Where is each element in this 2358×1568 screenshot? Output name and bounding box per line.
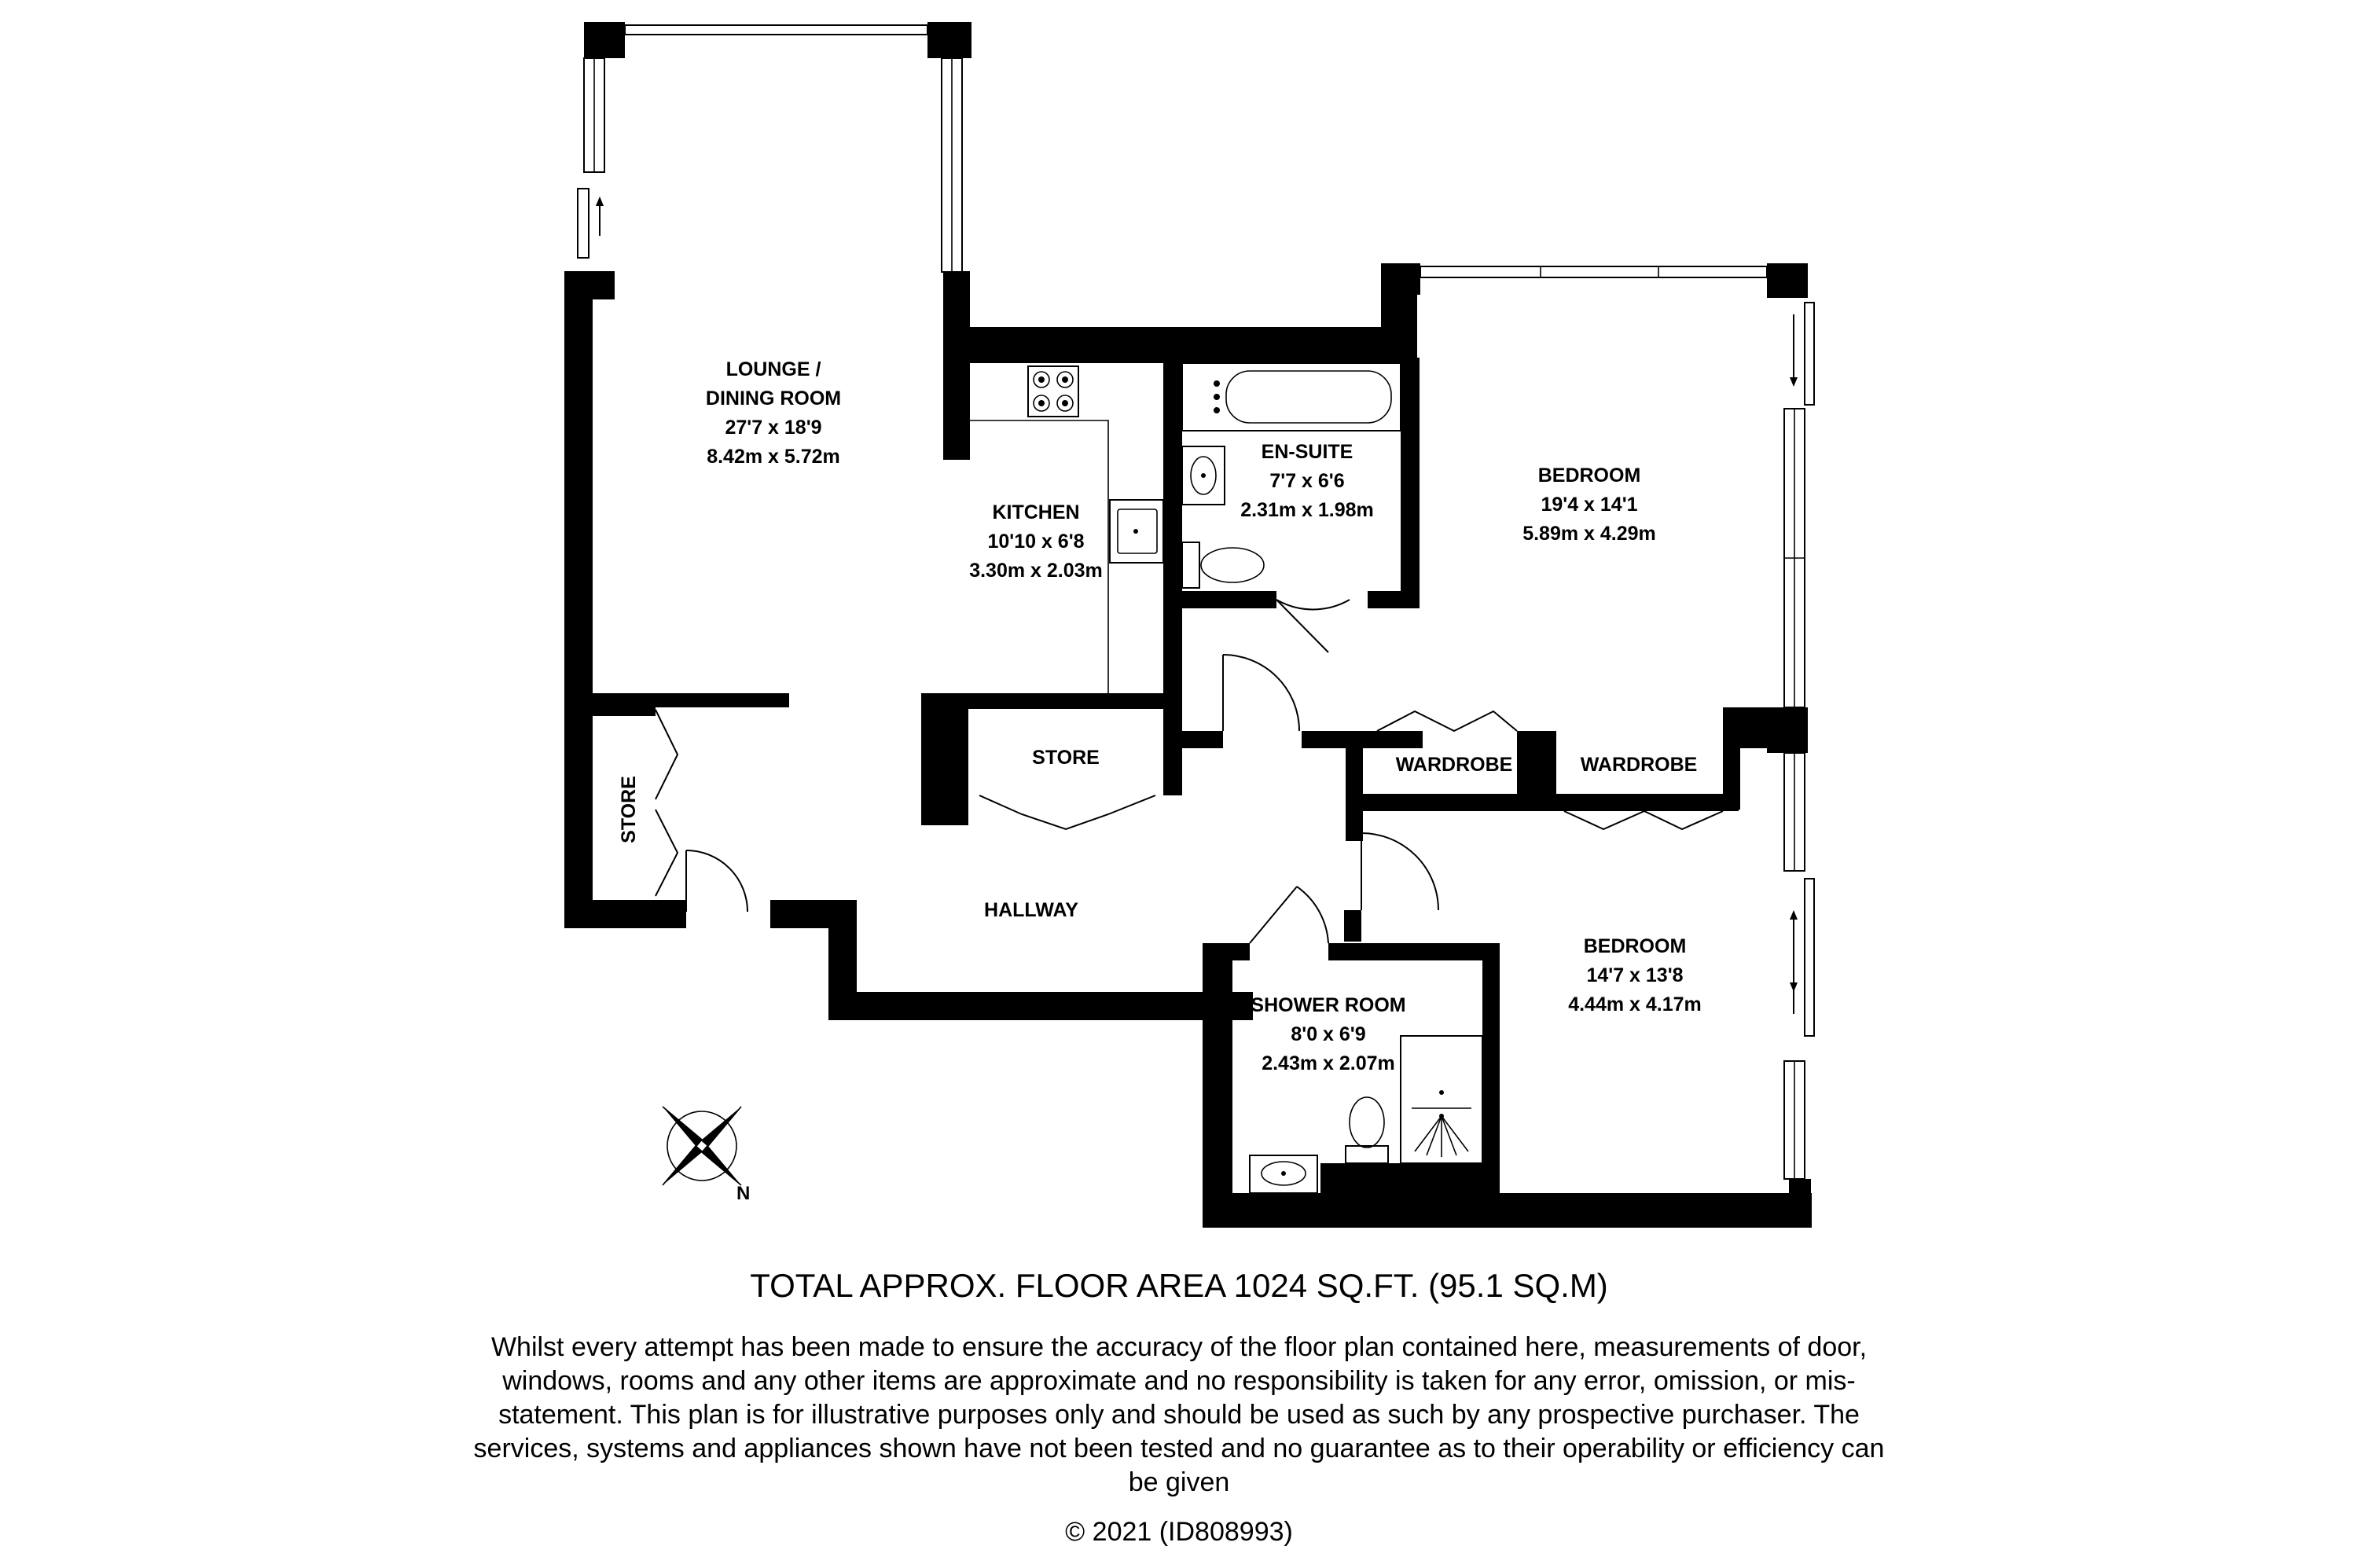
wall-right-low (1789, 1179, 1811, 1228)
wall-store-left-top (593, 703, 656, 716)
walls (564, 22, 1812, 1228)
compass-north-label: N (736, 1183, 751, 1204)
wall-kitchen-ensuite (1163, 354, 1182, 700)
kitchen-worktop (970, 420, 1108, 696)
wall-hall-door-bed2 (1344, 910, 1361, 942)
wall-ensuite-bottom-right (1368, 591, 1420, 608)
doors (656, 600, 1723, 943)
bath-icon (1182, 363, 1401, 431)
wall-bed2-stub (1346, 810, 1363, 841)
hallway-name: HALLWAY (984, 899, 1078, 921)
wall-lounge-left (564, 271, 593, 928)
wall-bed1-top-corner (1381, 263, 1420, 295)
wall-hall-stub (1182, 731, 1223, 748)
wall-hall-bottom-c (828, 992, 1253, 1020)
shower-basin-icon (1250, 1155, 1317, 1193)
bedroom2-dim-metric: 4.44m x 4.17m (1568, 993, 1702, 1015)
wall-shower-top-left (1203, 943, 1250, 960)
ensuite-name: EN-SUITE (1261, 441, 1353, 463)
shower-dim-metric: 2.43m x 2.07m (1262, 1052, 1395, 1074)
bedroom2-dim-imperial: 14'7 x 13'8 (1586, 964, 1684, 986)
bedroom2-name: BEDROOM (1583, 935, 1687, 957)
compass-rose-icon (663, 1107, 741, 1185)
wardrobe1-name: WARDROBE (1395, 754, 1513, 776)
wall-lounge-right (943, 271, 970, 460)
room-labels (618, 358, 1702, 1074)
wall-wardrobe-top (1302, 731, 1423, 748)
wall-store-left-bottom (564, 900, 686, 928)
bedroom1-dim-metric: 5.89m x 4.29m (1522, 523, 1656, 545)
shower-dim-imperial: 8'0 x 6'9 (1291, 1023, 1366, 1045)
wall-shower-top-right (1328, 943, 1500, 960)
window-lounge-top (625, 25, 927, 35)
total-floor-area: TOTAL APPROX. FLOOR AREA 1024 SQ.FT. (95.1 SQ.M) (750, 1267, 1608, 1304)
kitchen-dim-imperial: 10'10 x 6'8 (987, 531, 1085, 553)
wall-ensuite-bottom (1182, 591, 1276, 608)
wall-store-center-left (921, 693, 968, 825)
window-bed1-top (1420, 266, 1767, 277)
sliding-door-bed2 (1805, 879, 1814, 1036)
shower-tray-icon (1401, 1036, 1482, 1163)
wall-bed-divider-edge (1767, 707, 1808, 753)
store-center-name: STORE (1032, 747, 1100, 769)
copyright-text: © 2021 (ID808993) (1065, 1517, 1293, 1547)
wall-bottom (1203, 1193, 1812, 1228)
bedroom1-dim-imperial: 19'4 x 14'1 (1541, 494, 1638, 516)
wardrobe2-name: WARDROBE (1580, 754, 1698, 776)
ensuite-basin-icon (1182, 446, 1225, 505)
wall-corner-left-top (564, 271, 615, 299)
kitchen-dim-metric: 3.30m x 2.03m (969, 560, 1103, 582)
wall-corner-lounge-tl (584, 22, 625, 58)
wall-ensuite-right (1401, 358, 1420, 608)
wall-bed1-corner-tr (1767, 263, 1808, 298)
sliding-door-bed1 (1805, 303, 1814, 405)
wall-shower-left (1203, 943, 1232, 1228)
lounge-name-line2: DINING ROOM (705, 387, 842, 409)
lounge-dim-imperial: 27'7 x 18'9 (725, 417, 822, 439)
shower-name: SHOWER ROOM (1251, 994, 1406, 1016)
wall-store-center-right (1163, 700, 1182, 795)
kitchen-name: KITCHEN (992, 501, 1080, 523)
ensuite-dim-metric: 2.31m x 1.98m (1240, 499, 1374, 521)
hob-icon (1028, 366, 1078, 417)
shower-toilet-icon (1346, 1097, 1388, 1163)
store-left-name: STORE (618, 776, 640, 843)
wall-corner-lounge-tr (927, 22, 971, 58)
bedroom1-name: BEDROOM (1537, 465, 1641, 487)
kitchen-sink-icon (1110, 500, 1163, 563)
lounge-dim-metric: 8.42m x 5.72m (707, 446, 840, 468)
sliding-door-lounge (578, 189, 589, 258)
ensuite-toilet-icon (1182, 542, 1264, 588)
wall-shower-bottom-block (1320, 1163, 1500, 1228)
wall-store-center-top (921, 693, 1173, 709)
disclaimer-text: Whilst every attempt has been made to ensure the accuracy of the floor plan contained here, measurements of door, windows, rooms and any other items are approximate and no responsibility is taken for any error, omission, or mis-statement. This plan is for illustrative purposes only and should be used as such by any prospective purchaser. The services, systems and appliances shown have not been tested and no guarantee as to their operability or efficiency can be given (473, 1332, 1885, 1497)
lounge-name-line1: LOUNGE / (725, 358, 821, 380)
ensuite-dim-imperial: 7'7 x 6'6 (1269, 470, 1345, 492)
wall-wardrobe-mid (1517, 731, 1556, 810)
